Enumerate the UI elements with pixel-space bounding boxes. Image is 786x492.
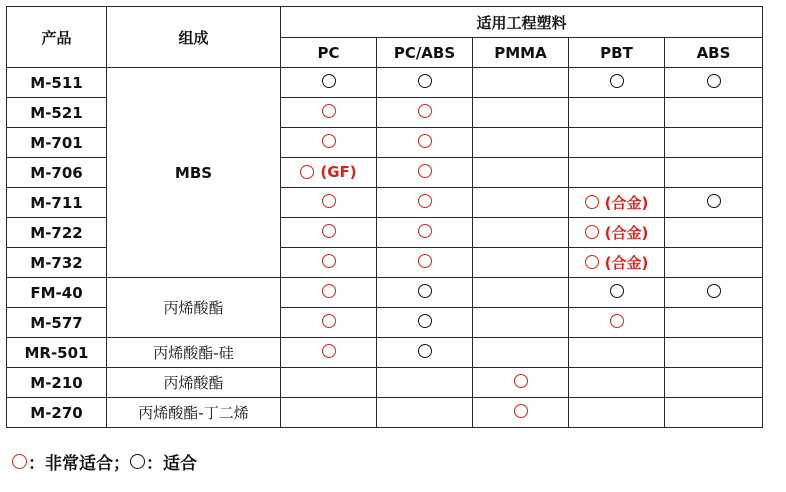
cell-pbt	[569, 398, 665, 428]
very-suitable-circle-icon	[418, 224, 432, 238]
cell-pc-abs	[377, 368, 473, 398]
cell-pmma	[473, 338, 569, 368]
cell-pbt	[569, 338, 665, 368]
cell-pc	[281, 68, 377, 98]
cell-abs	[665, 98, 763, 128]
alloy-note: (合金)	[604, 193, 649, 212]
very-suitable-circle-icon	[585, 225, 599, 239]
very-suitable-circle-icon	[322, 224, 336, 238]
cell-pbt	[569, 158, 665, 188]
suitable-circle-icon	[130, 454, 145, 469]
product-name: M-701	[7, 128, 107, 158]
suitable-circle-icon	[707, 194, 721, 208]
very-suitable-circle-icon	[418, 194, 432, 208]
cell-abs	[665, 248, 763, 278]
cell-pc-abs	[377, 98, 473, 128]
suitable-circle-icon	[707, 284, 721, 298]
cell-pc-abs	[377, 218, 473, 248]
cell-pbt	[569, 218, 665, 248]
cell-pmma	[473, 398, 569, 428]
cell-pbt	[569, 308, 665, 338]
very-suitable-circle-icon	[418, 164, 432, 178]
cell-pbt	[569, 98, 665, 128]
suitable-circle-icon	[418, 344, 432, 358]
cell-pc	[281, 398, 377, 428]
cell-pmma	[473, 158, 569, 188]
very-suitable-circle-icon	[322, 344, 336, 358]
cell-pc-abs	[377, 128, 473, 158]
table-row	[7, 68, 763, 98]
cell-pc	[281, 338, 377, 368]
cell-pbt	[569, 188, 665, 218]
very-suitable-circle-icon	[585, 255, 599, 269]
table-row	[7, 398, 763, 428]
product-name: M-521	[7, 98, 107, 128]
composition-cell: 丙烯酸酯	[107, 278, 281, 338]
composition-cell: 丙烯酸酯	[107, 368, 281, 398]
header-col-pbt: PBT	[569, 38, 665, 68]
very-suitable-circle-icon	[514, 374, 528, 388]
header-composition: 组成	[107, 7, 281, 68]
table-row	[7, 278, 763, 308]
header-row-1	[7, 7, 763, 38]
cell-abs	[665, 398, 763, 428]
suitable-circle-icon	[610, 74, 624, 88]
compatibility-table	[6, 6, 763, 428]
very-suitable-circle-icon	[418, 104, 432, 118]
composition-cell: MBS	[107, 68, 281, 278]
cell-pc-abs	[377, 308, 473, 338]
product-name: MR-501	[7, 338, 107, 368]
cell-pc-abs	[377, 188, 473, 218]
very-suitable-circle-icon	[322, 194, 336, 208]
cell-pbt	[569, 128, 665, 158]
cell-pmma	[473, 68, 569, 98]
composition-cell: 丙烯酸酯-丁二烯	[107, 398, 281, 428]
suitable-circle-icon	[418, 284, 432, 298]
product-name: M-210	[7, 368, 107, 398]
cell-pc	[281, 368, 377, 398]
header-plastics-group: 适用工程塑料	[281, 7, 763, 38]
suitable-circle-icon	[610, 284, 624, 298]
cell-pbt	[569, 68, 665, 98]
cell-pbt	[569, 278, 665, 308]
cell-pc-abs	[377, 68, 473, 98]
cell-pmma	[473, 248, 569, 278]
composition-cell: 丙烯酸酯-硅	[107, 338, 281, 368]
cell-pmma	[473, 188, 569, 218]
product-name: FM-40	[7, 278, 107, 308]
alloy-note: (合金)	[604, 253, 649, 272]
legend	[12, 449, 197, 474]
cell-abs	[665, 218, 763, 248]
header-col-pc-abs: PC/ABS	[377, 38, 473, 68]
cell-pc	[281, 218, 377, 248]
product-name: M-722	[7, 218, 107, 248]
cell-pc	[281, 308, 377, 338]
cell-pbt	[569, 368, 665, 398]
table-row	[7, 368, 763, 398]
very-suitable-circle-icon	[322, 134, 336, 148]
cell-abs	[665, 368, 763, 398]
very-suitable-circle-icon	[12, 454, 27, 469]
cell-abs	[665, 308, 763, 338]
cell-pc-abs	[377, 398, 473, 428]
alloy-note: (合金)	[604, 223, 649, 242]
very-suitable-circle-icon	[300, 165, 314, 179]
cell-abs	[665, 188, 763, 218]
cell-pmma	[473, 278, 569, 308]
cell-pc-abs	[377, 158, 473, 188]
legend-very-suitable: ：非常适合；	[28, 454, 130, 474]
cell-abs	[665, 338, 763, 368]
cell-pmma	[473, 98, 569, 128]
product-name: M-732	[7, 248, 107, 278]
very-suitable-circle-icon	[418, 134, 432, 148]
very-suitable-circle-icon	[514, 404, 528, 418]
suitable-circle-icon	[418, 74, 432, 88]
header-product: 产品	[7, 7, 107, 68]
cell-pc	[281, 248, 377, 278]
gf-note: (GF)	[320, 162, 357, 181]
very-suitable-circle-icon	[322, 104, 336, 118]
suitable-circle-icon	[418, 314, 432, 328]
very-suitable-circle-icon	[322, 314, 336, 328]
suitable-circle-icon	[322, 74, 336, 88]
cell-abs	[665, 68, 763, 98]
cell-abs	[665, 278, 763, 308]
very-suitable-circle-icon	[418, 254, 432, 268]
cell-pbt	[569, 248, 665, 278]
cell-pc-abs	[377, 248, 473, 278]
cell-pmma	[473, 368, 569, 398]
cell-pc	[281, 128, 377, 158]
product-name: M-706	[7, 158, 107, 188]
cell-pmma	[473, 218, 569, 248]
very-suitable-circle-icon	[322, 284, 336, 298]
cell-pc	[281, 278, 377, 308]
product-name: M-511	[7, 68, 107, 98]
very-suitable-circle-icon	[322, 254, 336, 268]
cell-pmma	[473, 308, 569, 338]
cell-abs	[665, 158, 763, 188]
table-row	[7, 338, 763, 368]
legend-suitable: ：适合	[146, 454, 197, 474]
product-name: M-577	[7, 308, 107, 338]
header-col-pmma: PMMA	[473, 38, 569, 68]
product-name: M-270	[7, 398, 107, 428]
cell-pc	[281, 98, 377, 128]
very-suitable-circle-icon	[610, 314, 624, 328]
cell-pmma	[473, 128, 569, 158]
cell-pc-abs	[377, 338, 473, 368]
header-col-pc: PC	[281, 38, 377, 68]
product-name: M-711	[7, 188, 107, 218]
cell-pc	[281, 158, 377, 188]
cell-pc-abs	[377, 278, 473, 308]
cell-abs	[665, 128, 763, 158]
header-col-abs: ABS	[665, 38, 763, 68]
suitable-circle-icon	[707, 74, 721, 88]
very-suitable-circle-icon	[585, 195, 599, 209]
cell-pc	[281, 188, 377, 218]
